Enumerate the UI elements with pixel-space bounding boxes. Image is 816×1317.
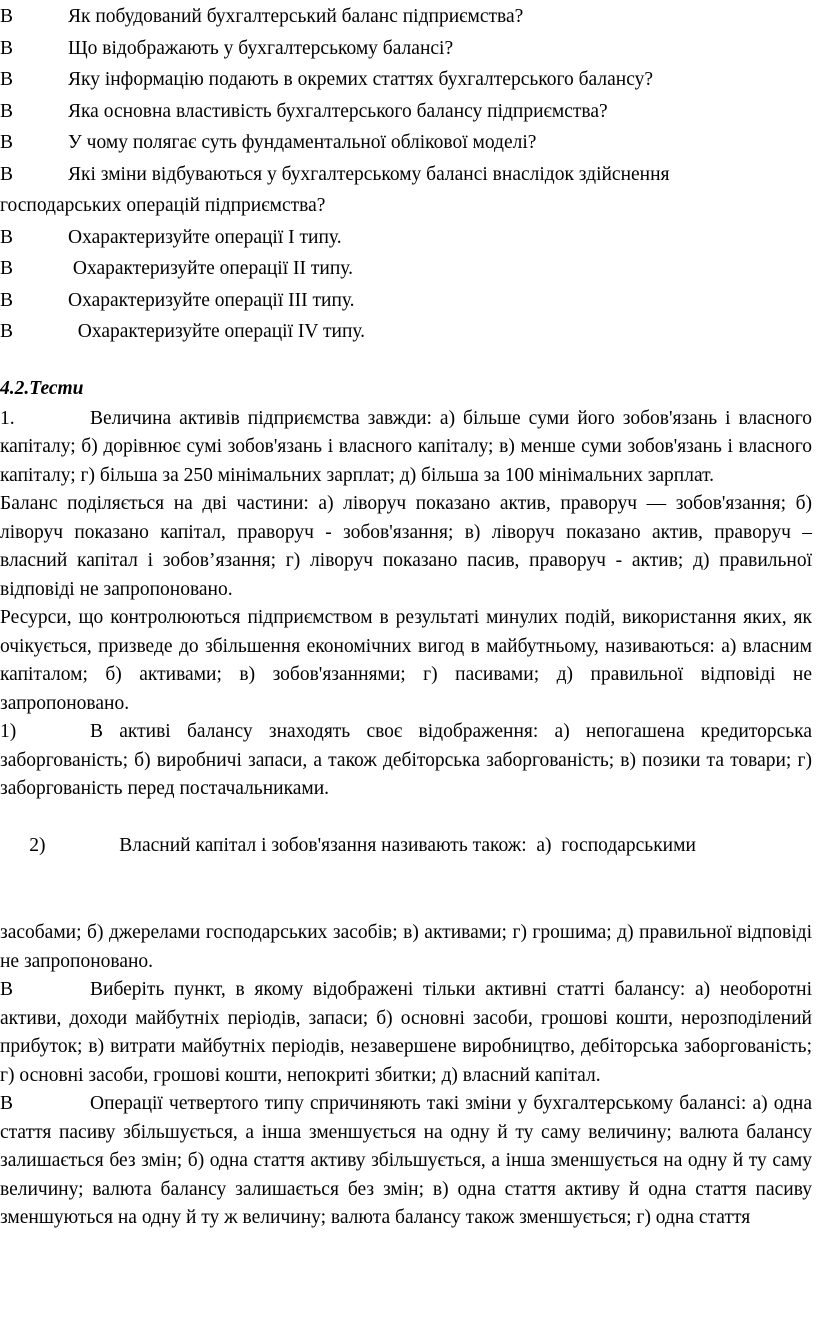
question-line: [0, 95, 812, 127]
tests-section: [0, 405, 812, 1233]
question-marker: В: [0, 100, 14, 122]
question-marker: В: [0, 69, 14, 90]
test-marker: 1.: [0, 407, 15, 429]
question-text: господарських операцій підприємства?: [0, 195, 326, 216]
blank-gap: [0, 889, 812, 919]
section-heading: 4.2.Тести: [0, 377, 84, 399]
question-text: Як побудований бухгалтерський баланс підприємства?: [68, 6, 524, 27]
question-marker: В: [0, 37, 14, 59]
test-marker: В: [0, 1093, 14, 1114]
question-line: [0, 158, 812, 190]
question-text: Яку інформацію подають в окремих статтях бухгалтерського балансу?: [68, 69, 653, 90]
test-item: [0, 604, 812, 718]
question-marker: В: [0, 258, 14, 279]
question-line: [0, 284, 812, 316]
test-text: Виберіть пункт, в якому відображені тільки активні статті балансу: а) необоротні активи, доходи майбутніх періодів, запаси; б) основні засоби, грошові кошти, нерозподілений прибуток; в) витрати майбутніх періодів, незавершене виробництво, дебіторська заборгованість; г) основні засоби, грошові кошти, непокриті збитки; д) власний капітал.: [0, 979, 812, 1086]
question-marker: В: [0, 163, 14, 185]
test-text: Операції четвертого типу спричиняють такі зміни у бухгалтерському балансі: а) одна стаття пасиву збільшується, а інша зменшується на одну й ту саму величину; валюта балансу залишається без змін; б) одна стаття активу збільшується, а інша зменшується на одну й ту саму величину; валюта балансу залишається без змін; в) одна стаття активу й одна стаття пасиву зменшуються на одну й ту ж величину; валюта балансу також зменшується; г) одна стаття: [0, 1093, 812, 1228]
question-text: Які зміни відбуваються у бухгалтерському балансі внаслідок здійснення: [68, 163, 670, 185]
test-marker: 2): [29, 835, 46, 856]
question-line: [0, 221, 812, 253]
question-line: [0, 32, 812, 64]
test-marker: 1): [0, 721, 17, 742]
question-line-continuation: [0, 189, 812, 221]
question-line: [0, 0, 812, 32]
test-item: [0, 490, 812, 604]
question-text: Яка основна властивість бухгалтерського балансу підприємства?: [68, 100, 608, 122]
question-text: Охарактеризуйте операції І типу.: [68, 226, 342, 248]
test-text: Баланс поділяється на дві частини: а) ліворуч показано актив, праворуч — зобов'язання; б) ліворуч показано капітал, праворуч - зобов'язання; в) ліворуч показано актив, праворуч – власний капітал і зобов’язання; г) ліворуч показано пасив, праворуч - актив; д) правильної відповіді не запропоновано.: [0, 493, 812, 600]
test-item: [0, 976, 812, 1090]
test-item: [0, 1090, 812, 1233]
question-text: Що відображають у бухгалтерському балансі?: [68, 37, 454, 59]
question-marker: В: [0, 6, 14, 27]
test-text: засобами; б) джерелами господарських засобів; в) активами; г) грошима; д) правильної відповіді не запропоновано.: [0, 922, 812, 972]
question-text: Охарактеризуйте операції ІІІ типу.: [68, 289, 355, 311]
test-text: Власний капітал і зобов'язання називають також: а) господарськими: [119, 835, 696, 856]
test-item: [0, 405, 812, 491]
test-marker: В: [0, 979, 14, 1000]
test-item: [0, 919, 812, 976]
question-marker: В: [0, 132, 14, 153]
question-line: [0, 315, 812, 347]
test-text: Величина активів підприємства завжди: а) більше суми його зобов'язань і власного капіталу; б) дорівнює сумі зобов'язань і власного капіталу; в) менше суми зобов'язань і власного капіталу; г) більша за 250 мінімальних зарплат; д) більша за 100 мінімальних зарплат.: [0, 407, 812, 486]
question-line: [0, 252, 812, 284]
question-marker: В: [0, 289, 14, 311]
question-text: Охарактеризуйте операції ІV типу.: [68, 321, 366, 342]
test-text: В активі балансу знаходять своє відображення: а) непогашена кредиторська заборгованість; б) виробничі запаси, а також дебіторська заборгованість; в) позики та товари; г) заборгованість перед постачальниками.: [0, 721, 812, 799]
question-line: [0, 126, 812, 158]
test-item: [0, 804, 812, 890]
review-questions: [0, 0, 812, 347]
test-text: Ресурси, що контролюються підприємством в результаті минулих подій, використання яких, як очікується, призведе до збільшення економічних вигод в майбутньому, називаються: а) власним капіталом; б) активами; в) зобов'язаннями; г) пасивами; д) правильної відповіді не запропоновано.: [0, 607, 812, 714]
test-item: [0, 718, 812, 804]
question-text: Охарактеризуйте операції ІІ типу.: [68, 258, 353, 279]
question-line: [0, 63, 812, 95]
question-marker: В: [0, 226, 14, 248]
question-marker: В: [0, 321, 14, 342]
question-text: У чому полягає суть фундаментальної облікової моделі?: [68, 132, 537, 153]
